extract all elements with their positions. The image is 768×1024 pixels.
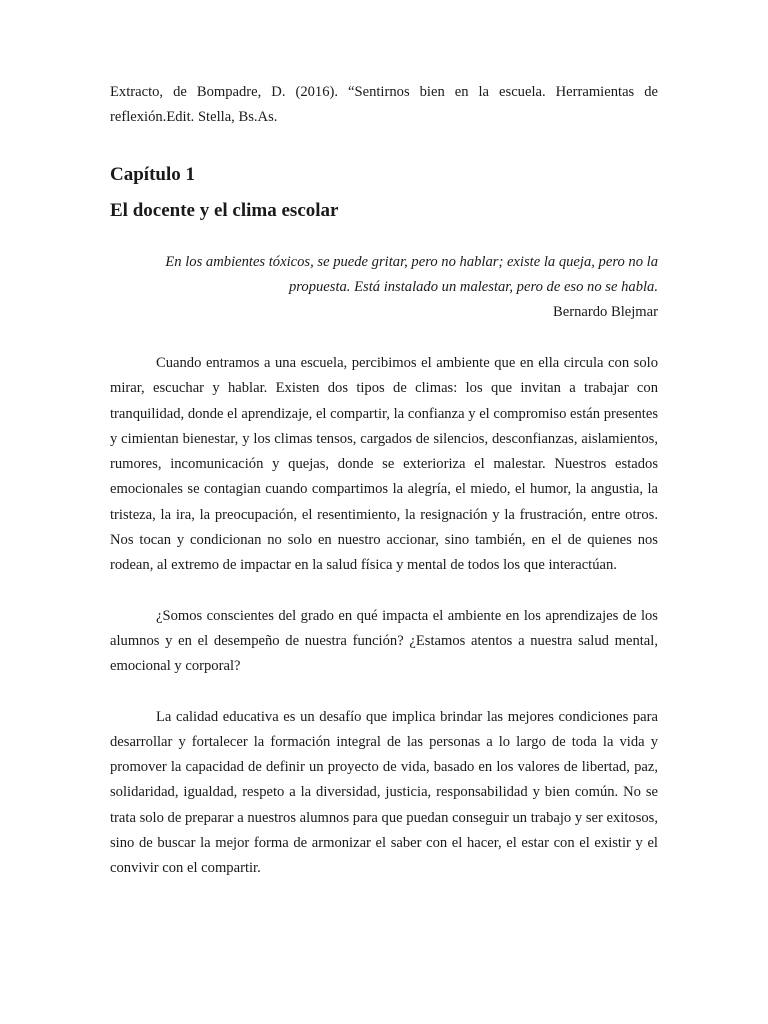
chapter-number: Capítulo 1 bbox=[110, 164, 195, 185]
paragraph-3: La calidad educativa es un desafío que implica brindar las mejores condiciones para desarrollar y fortalecer la formación integral de las personas a lo largo de toda la vida y promover la capacidad de definir un proyecto de vida, basado en los valores de libertad, paz, solidaridad, igualdad, respeto a la diversidad, justicia, responsabilidad y bien común. No se trata solo de preparar a nuestros alumnos para que puedan conseguir un trabajo y ser exitosos, sino de buscar la mejor forma de armonizar el saber con el hacer, el estar con el existir y el convivir con el compartir. bbox=[110, 708, 658, 877]
epigraph-quote: En los ambientes tóxicos, se puede gritar, pero no hablar; existe la queja, pero no la propuesta. Está instalado un malestar, pero de eso no se habla. bbox=[165, 254, 658, 295]
paragraph-1: Cuando entramos a una escuela, percibimos el ambiente que en ella circula con solo mirar, escuchar y hablar. Existen dos tipos de climas: los que invitan a trabajar con tranquilidad, donde el aprendizaje, el compartir, la confianza y el compromiso están presentes y cimientan bienestar, y los climas tensos, cargados de silencios, desconfianzas, aislamientos, rumores, incomunicación y quejas, donde se exterioriza el malestar. Nuestros estados emocionales se contagian cuando compartimos la alegría, el miedo, el humor, la angustia, la tristeza, la ira, la preocupación, el resentimiento, la resignación y la frustración, entre otros. Nos tocan y condicionan no solo en nuestro accionar, sino también, en el de quienes nos rodean, al extremo de impactar en la salud física y mental de todos los que interactúan. bbox=[110, 355, 658, 574]
body-text bbox=[110, 351, 658, 882]
citation-text: Extracto, de Bompadre, D. (2016). “Sentirnos bien en la escuela. Herramientas de reflexión.Edit. Stella, Bs.As. bbox=[110, 84, 658, 125]
paragraph-2: ¿Somos conscientes del grado en qué impacta el ambiente en los aprendizajes de los alumnos y en el desempeño de nuestra función? ¿Estamos atentos a nuestra salud mental, emocional y corporal? bbox=[110, 607, 658, 675]
epigraph-author: Bernardo Blejmar bbox=[553, 304, 658, 320]
document-page bbox=[110, 80, 658, 882]
chapter-title: El docente y el clima escolar bbox=[110, 200, 339, 221]
